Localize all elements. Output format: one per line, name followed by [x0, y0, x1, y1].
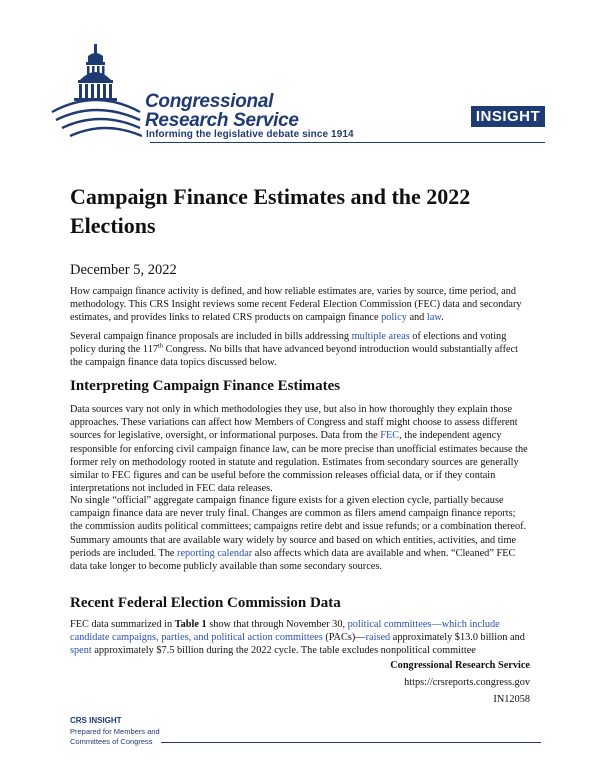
- table-1-reference: Table 1: [174, 619, 207, 630]
- brand-tagline: Informing the legislative debate since 1914: [146, 129, 354, 140]
- intro-paragraph-1: How campaign finance activity is defined, and how reliable estimates are, varies by source, time period, and methodology. This CRS Insight reviews some recent Federal Election Commission (FEC) data and secondary estimates, and provides links to related CRS products on campaign finance policy and law.: [70, 286, 522, 324]
- law-link[interactable]: law: [426, 312, 442, 324]
- brand-name-line2: Research Service: [145, 110, 299, 131]
- intro-paragraph-2: Several campaign finance proposals are included in bills addressing multiple areas of elections and voting policy during the 117th Congress. No bills that have advanced beyond introduction would substantially affect the campaign finance data topics discussed below.: [70, 331, 519, 369]
- section1-paragraph-1: Data sources vary not only in which methodologies they use, but also in how thoroughly they explain those approaches. These variations can affect how Members of Congress and staff might choose to assess different sources for legislative, oversight, or informational purposes. Data from the FEC, the independent agency responsible for enforcing civil campaign finance law, can be more precise than unofficial estimates because the former rely on methodology rooted in statute and regulation. Estimates from secondary sources are generally similar to FEC figures and can be useful before the commission releases official data, or if they contain interpretations not included in FEC data releases.: [70, 404, 528, 495]
- header-rule: [150, 142, 545, 143]
- footer-url[interactable]: https://crsreports.congress.gov: [404, 677, 530, 688]
- report-id: IN12058: [493, 694, 530, 705]
- multiple-areas-link[interactable]: multiple areas: [351, 331, 410, 342]
- section2-paragraph-1: FEC data summarized in Table 1 show that through November 30, political committees—which include candidate campaigns, parties, and political action committees (PACs)—raised approximately $13.0 billion and spent approximately $7.5 billion during the 2022 cycle. The table excludes nonpolitical committee: [70, 619, 525, 657]
- series-label: CRS INSIGHT: [70, 716, 122, 725]
- brand-name-line1: Congressional: [145, 91, 274, 112]
- document-title: Campaign Finance Estimates and the 2022 Elections: [70, 184, 471, 238]
- footer-organization: Congressional Research Service: [390, 660, 530, 671]
- publication-date: December 5, 2022: [70, 262, 177, 278]
- section-heading-fec-data: Recent Federal Election Commission Data: [70, 595, 341, 611]
- prepared-for-line1: Prepared for Members and: [70, 727, 160, 736]
- fec-link[interactable]: FEC: [380, 430, 400, 442]
- prepared-for-line2: Committees of Congress: [70, 737, 153, 746]
- spent-link[interactable]: spent: [70, 645, 92, 657]
- reporting-calendar-link[interactable]: reporting calendar: [177, 547, 253, 559]
- insight-badge: INSIGHT: [471, 106, 545, 127]
- section-heading-interpreting: Interpreting Campaign Finance Estimates: [70, 378, 341, 394]
- footer-rule: [161, 742, 541, 743]
- political-committees-link[interactable]: political committees—which include candidate campaigns, parties, and political action committees: [70, 619, 500, 644]
- policy-link[interactable]: policy: [381, 312, 407, 324]
- capitol-dome-logo-icon: [50, 44, 142, 142]
- section1-paragraph-2: No single “official” aggregate campaign finance figure exists for a given election cycle, partially because campaign finance data are never truly final. Changes are common as filers amend campaign finance reports; the commission audits political committees; campaigns retire debt and issue refunds; or a combination thereof. Summary amounts that are available wary widely by source and based on which entities, activities, and time periods are included. The reporting calendar also affects which data are available and when. “Cleaned” FEC data take longer to become publicly available than some secondary sources.: [70, 495, 527, 573]
- raised-link[interactable]: raised: [365, 632, 391, 644]
